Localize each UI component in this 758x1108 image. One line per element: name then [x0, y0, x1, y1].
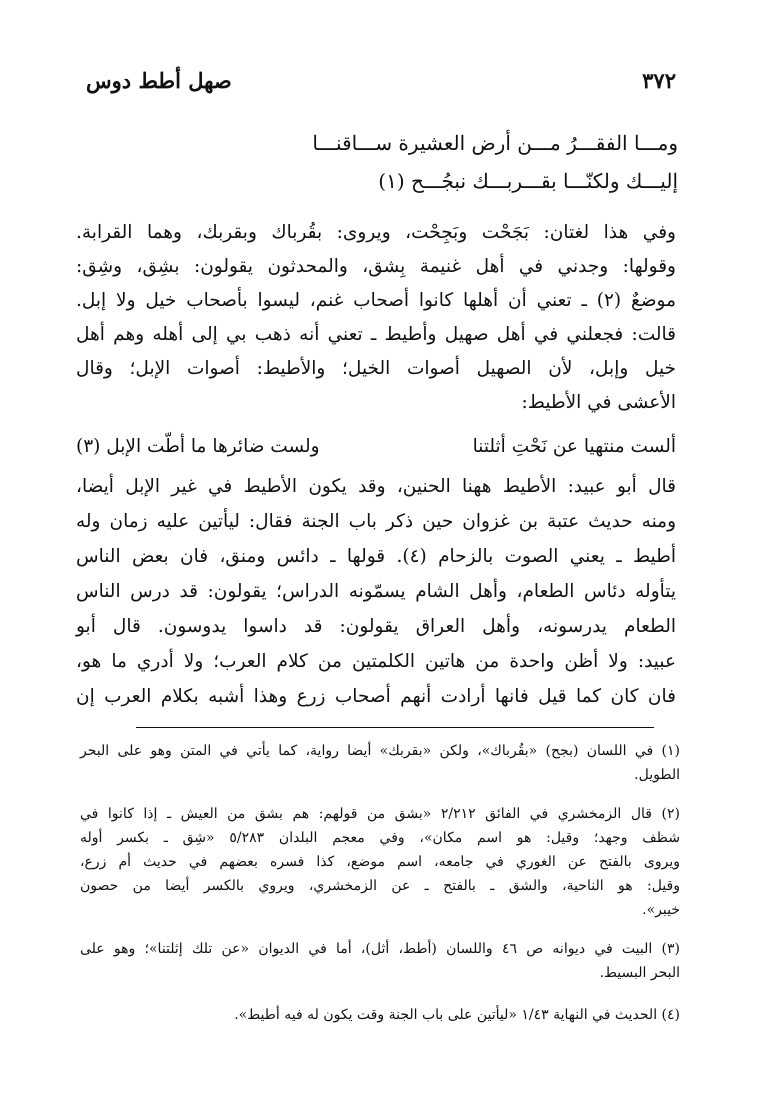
footnote-3-line: (٣) البيت في ديوانه ص ٤٦ واللسان (أطط، أثل)، أما في الديوان «عن تلك إثلتنا»؛ وهو على — [80, 941, 680, 957]
verse-line-1: ومـــا الفقـــرُ مـــن أرض العشيرة ســـاقنـــا — [312, 131, 678, 155]
page-header — [86, 62, 676, 98]
footnote-4-line: (٤) الحديث في النهاية ١/٤٣ «ليأتين على باب الجنة وقت يكون له فيه أطيط». — [234, 1007, 680, 1023]
paragraph2-line: قال أبو عبيد: الأطيط ههنا الحنين، وقد يكون الأطيط في غير الإبل أيضا، — [76, 476, 676, 497]
paragraph2-line: أطيط ـ يعني الصوت بالزحام (٤). قولها ـ دائس ومنق، فان بعض الناس — [76, 546, 676, 567]
footnote-2-line: وقيل: هو الناحية، والشق ـ بالفتح ـ عن الزمخشري، ويروي بالكسر أيضا من حصون — [80, 878, 680, 894]
paragraph2-line: يتأوله دئاس الطعام، وأهل الشام يسمّونه الدراس؛ يقولون: قد درس الناس — [76, 581, 676, 602]
footnote-3-line: البحر البسيط. — [599, 965, 680, 981]
page-number: ٣٧٢ — [642, 67, 676, 93]
footnote-divider — [136, 727, 654, 728]
paragraph2-line: الطعام يدرسونه، وأهل العراق يقولون: قد داسوا يدوسون. قال أبو — [76, 616, 676, 637]
verse-2-hemistich-2: ولست ضائرها ما أطّت الإبل (٣) — [76, 435, 320, 457]
footnote-2-line: خيبر». — [642, 902, 680, 918]
paragraph1-line: وفي هذا لغتان: بَجَحْت وبَجِحْت، ويروى: بقُرباك وبقربك، وهما القرابة. — [76, 222, 676, 243]
footnote-2-line: ويروى بالفتح عن الغوري في جامعه، اسم موضع، كذا فسره بعضهم في حديث أم زرع، — [80, 854, 680, 870]
paragraph1-line: وقولها: وجدني في أهل غنيمة بِشق، والمحدثون يقولون: بشِق، وشِق: — [76, 256, 676, 277]
paragraph1-line: قالت: فجعلني في أهل صهيل وأطيط ـ تعني أنه ذهب بي إلى أهله وهم أهل — [76, 324, 676, 345]
paragraph1-line: موضعٌ (٢) ـ تعني أن أهلها كانوا أصحاب غنم، ليسوا بأصحاب خيل ولا إبل. — [76, 290, 677, 311]
paragraph1-line: الأعشى في الأطيط: — [521, 392, 676, 413]
running-title: صهل أطط دوس — [86, 67, 232, 93]
paragraph2-line: ومنه حديث عتبة بن غزوان حين ذكر باب الجنة فقال: ليأتين عليه زمان وله — [76, 511, 676, 532]
verse-2 — [76, 430, 676, 462]
paragraph2-line: فان كان كما قيل فانها أرادت أنهم أصحاب زرع وهذا أشبه بكلام العرب إن — [76, 686, 676, 707]
footnote-1-line: الطويل. — [634, 767, 680, 783]
verse-2-hemistich-1: ألست منتهيا عن نَحْتِ أثلتنا — [472, 435, 676, 457]
verse-line-2: إليـــك ولكنّـــا بقـــربـــك نبجُـــح (١) — [378, 169, 678, 193]
footnote-1-line: (١) في اللسان (بجح) «بقُرباك»، ولكن «بقربك» أيضا رواية، كما يأتي في المتن وهو على البحر — [80, 743, 680, 759]
paragraph2-line: عبيد: ولا أظن واحدة من هاتين الكلمتين من كلام العرب؛ ولا أدري ما هو، — [76, 651, 676, 672]
footnote-2-line: (٢) قال الزمخشري في الفائق ٢/٢١٢ «بشق من قولهم: هم بشق من العيش ـ إذا كانوا في — [80, 806, 680, 822]
paragraph1-line: خيل وإبل، لأن الصهيل أصوات الخيل؛ والأطيط: أصوات الإبل؛ وقال — [76, 358, 676, 379]
footnote-2-line: شظف وجهد؛ وقيل: هو اسم مكان»، وفي معجم البلدان ٥/٢٨٣ «شِق ـ بكسر أوله — [80, 830, 680, 846]
